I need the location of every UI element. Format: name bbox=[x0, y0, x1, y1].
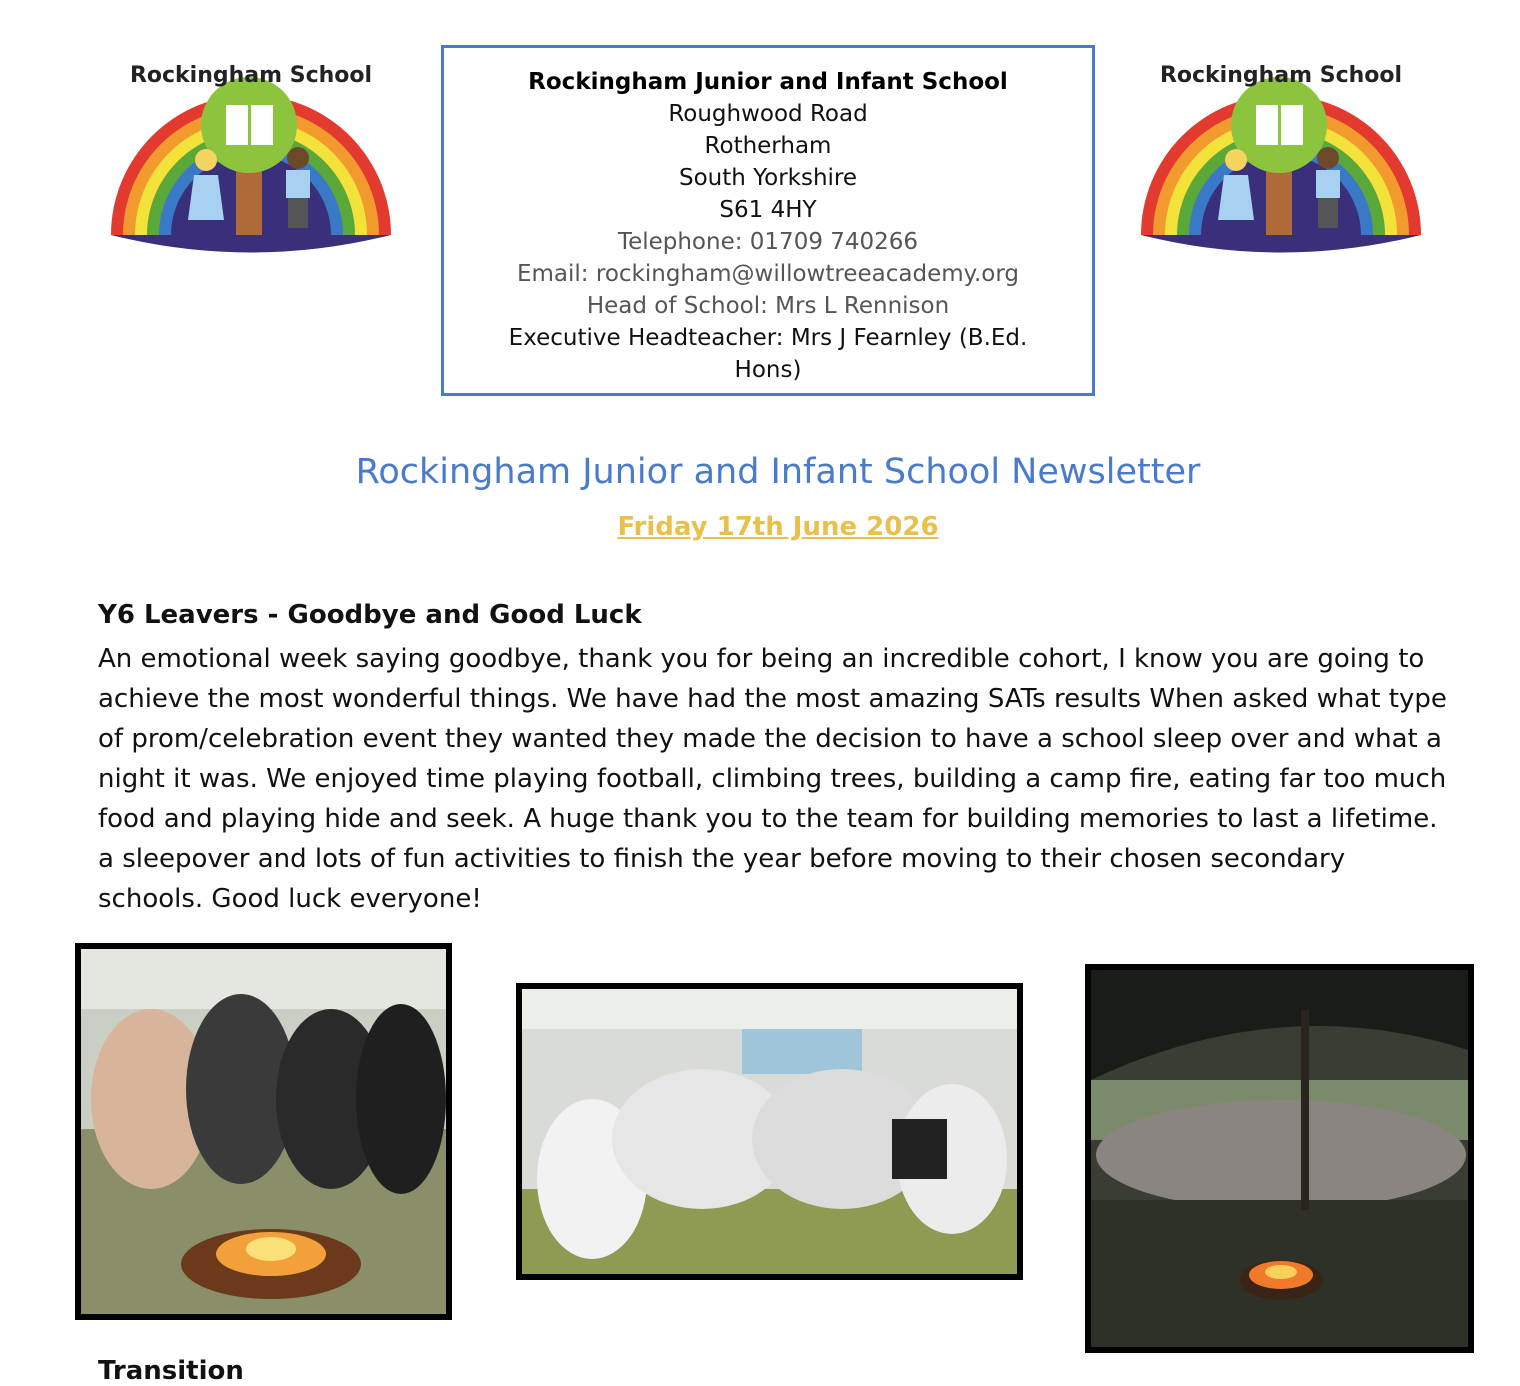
section-heading-transition: Transition bbox=[98, 1356, 244, 1386]
photo-campfire-marshmallows bbox=[75, 943, 452, 1320]
newsletter-date: Friday 17th June 2026 bbox=[617, 512, 939, 542]
photo-evening-campfire bbox=[1085, 964, 1474, 1353]
telephone: Telephone: 01709 740266 bbox=[617, 229, 919, 255]
section-heading-y6-leavers: Y6 Leavers - Goodbye and Good Luck bbox=[98, 600, 642, 630]
address-line-2: Rotherham bbox=[704, 133, 832, 159]
school-logo-left bbox=[106, 20, 396, 260]
address-line-1: Roughwood Road bbox=[668, 101, 868, 127]
newsletter-title: Rockingham Junior and Infant School Newsletter bbox=[355, 452, 1201, 492]
address-line-3: South Yorkshire bbox=[678, 165, 858, 191]
school-logo-right bbox=[1136, 20, 1426, 260]
photo-class-group bbox=[516, 983, 1023, 1280]
logo-text: Rockingham School bbox=[1159, 63, 1403, 88]
section-body-y6-leavers: An emotional week saying goodbye, thank you for being an incredible cohort, I know you are going to achieve the most wonderful things. We have had the most amazing SATs results When asked what type of prom/celebration event they wanted they made the decision to have a school sleep over and what a night it was. We enjoyed time playing football, climbing trees, building a camp fire, eating far too much food and playing hide and seek. A huge thank you to the team for building memories to last a lifetime. a sleepover and lots of fun activities to finish the year before moving to their chosen secondary schools. Good luck everyone! bbox=[98, 644, 1447, 914]
executive-headteacher-line-1: Executive Headteacher: Mrs J Fearnley (B.Ed. bbox=[508, 325, 1028, 351]
logo-text: Rockingham School bbox=[129, 63, 373, 88]
email[interactable]: Email: rockingham@willowtreeacademy.org bbox=[517, 261, 1019, 287]
address-line-4: S61 4HY bbox=[719, 197, 817, 223]
school-name: Rockingham Junior and Infant School bbox=[528, 69, 1008, 95]
executive-headteacher-line-2: Hons) bbox=[734, 357, 802, 383]
address-box bbox=[441, 45, 1095, 396]
head-of-school: Head of School: Mrs L Rennison bbox=[586, 293, 950, 319]
